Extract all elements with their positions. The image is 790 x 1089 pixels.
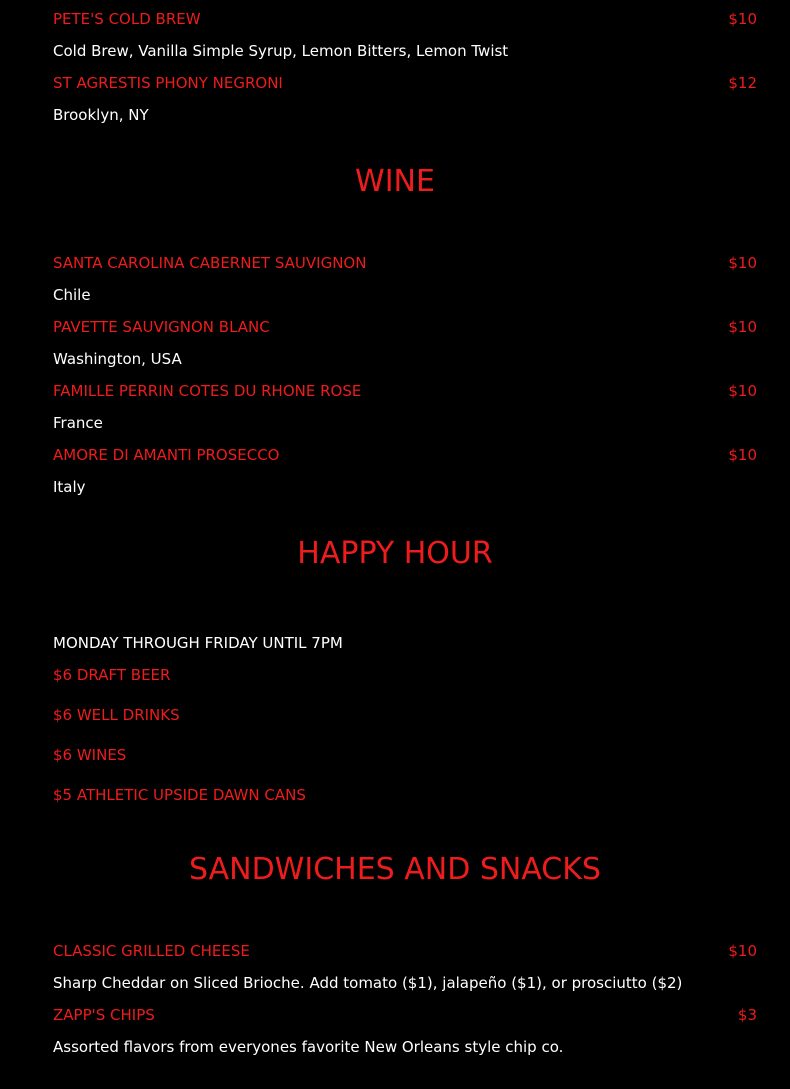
item-price: $10 [728, 446, 757, 464]
item-description: Washington, USA [53, 350, 182, 368]
item-description: Sharp Cheddar on Sliced Brioche. Add tomato ($1), jalapeño ($1), or prosciutto ($2) [53, 974, 683, 992]
item-name: AMORE DI AMANTI PROSECCO [53, 446, 280, 464]
happy-hour-schedule: MONDAY THROUGH FRIDAY UNTIL 7PM [53, 634, 343, 652]
item-price: $10 [728, 318, 757, 336]
item-description: Cold Brew, Vanilla Simple Syrup, Lemon Bitters, Lemon Twist [53, 42, 509, 60]
happy-hour-special: $5 ATHLETIC UPSIDE DAWN CANS [53, 786, 306, 804]
item-price: $3 [737, 1006, 757, 1024]
section-heading-sandwiches: SANDWICHES AND SNACKS [189, 852, 601, 887]
menu-item-st-agrestis [53, 72, 757, 94]
item-description: Assorted flavors from everyones favorite New Orleans style chip co. [53, 1038, 564, 1056]
item-name: SANTA CAROLINA CABERNET SAUVIGNON [53, 254, 367, 272]
happy-hour-special: $6 WINES [53, 746, 127, 764]
item-price: $10 [728, 942, 757, 960]
menu-item-wine [53, 316, 757, 338]
item-name: PETE'S COLD BREW [53, 10, 201, 28]
section-heading-happy-hour: HAPPY HOUR [297, 536, 493, 571]
item-description: France [53, 414, 103, 432]
menu-item-wine [53, 444, 757, 466]
item-price: $12 [728, 74, 757, 92]
menu-item-wine [53, 380, 757, 402]
item-description: Chile [53, 286, 91, 304]
section-heading-wine: WINE [355, 164, 435, 199]
item-name: FAMILLE PERRIN COTES DU RHONE ROSE [53, 382, 362, 400]
item-price: $10 [728, 254, 757, 272]
menu-item-sandwich [53, 1004, 757, 1026]
item-name: PAVETTE SAUVIGNON BLANC [53, 318, 270, 336]
happy-hour-special: $6 DRAFT BEER [53, 666, 171, 684]
item-description: Brooklyn, NY [53, 106, 149, 124]
happy-hour-special: $6 WELL DRINKS [53, 706, 180, 724]
item-name: ST AGRESTIS PHONY NEGRONI [53, 74, 283, 92]
item-price: $10 [728, 10, 757, 28]
item-name: ZAPP'S CHIPS [53, 1006, 155, 1024]
item-price: $10 [728, 382, 757, 400]
menu-item-sandwich [53, 940, 757, 962]
menu-item-petes-cold-brew [53, 8, 757, 30]
item-description: Italy [53, 478, 86, 496]
menu-item-wine [53, 252, 757, 274]
item-name: CLASSIC GRILLED CHEESE [53, 942, 250, 960]
